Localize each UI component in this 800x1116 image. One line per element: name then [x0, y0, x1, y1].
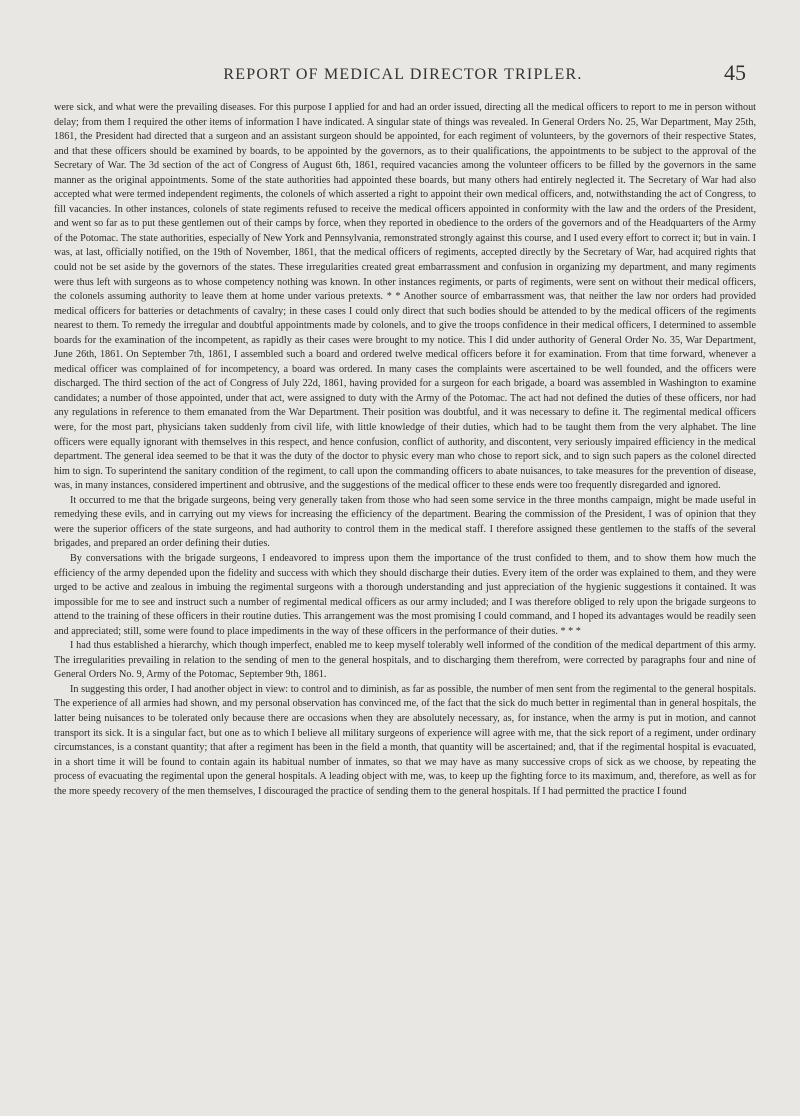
running-title: REPORT OF MEDICAL DIRECTOR TRIPLER. [223, 66, 583, 83]
page-number: 45 [724, 60, 746, 85]
paragraph-1: were sick, and what were the prevailing diseases. For this purpose I applied for and had an order issued, directing all the medical officers to report to me in person without delay; from them I required the other items of information I have indicated. A singular state of things was revealed. In General Orders No. 25, War Department, May 25th, 1861, the President had directed that a surgeon and an assistant surgeon should be appointed, for each regiment of volunteers, by the governors of their respective States, and that these officers should be examined by boards, to be appointed by the governors, as to their qualifications, the appointments to be subject to the approval of the Secretary of War. The 3d section of the act of Congress of August 6th, 1861, required vacancies among the volunteer officers to be filled by the governors in the same manner as the original appointments. Some of the state authorities had appointed these boards, but many others had entirely neglected it. The Secretary of War had also accepted what were termed independent regiments, the colonels of which asserted a right to appoint their own medical officers, and, notwithstanding the act of Congress, to fill vacancies. In other instances, colonels of state regiments refused to receive the medical officers appointed in conformity with the law and the orders of the President, and went so far as to put these gentlemen out of their camps by force, when they reported in obedience to the orders of the governors and of the Headquarters of the Army of the Potomac. The state authorities, especially of New York and Pennsylvania, remonstrated strongly against this course, and I used every effort to correct it; but in vain. I was, at last, officially notified, on the 19th of November, 1861, that the medical officers of regiments, accepted directly by the Secretary of War, had acquired rights that could not be set aside by the governors of the states. These irregularities created great embarrassment and confusion in organizing my department, and many regiments were thus left with surgeons as to whose competency nothing was known. In other instances regiments, or parts of regiments, were sent on without their medical officers, the colonels assuming authority to leave them at home under various pretexts. * * Another source of embarrassment was, that neither the law nor orders had provided medical officers for batteries or detachments of cavalry; in these cases I could only direct that such bodies should be attended to by the medical officers of the regiments nearest to them. To remedy the irregular and doubtful appointments made by colonels, and to give the troops confidence in their medical officers, I determined to assemble boards for the examination of the incompetent, as rapidly as their cases were brought to my notice. This I did under authority of General Order No. 35, War Department, June 26th, 1861. On September 7th, 1861, I assembled such a board and ordered twelve medical officers before it for examination. From that time forward, whenever a medical officer was complained of for incompetency, a board was ordered. In many cases the complaints were ascertained to be well founded, and the officers were discharged. The third section of the act of Congress of July 22d, 1861, having provided for a surgeon for each brigade, a board was assembled in Washington to examine candidates; a number of those appointed, under that act, were assigned to duty with the Army of the Potomac. The act had not defined the duties of these officers, nor had any regulations in reference to them emanated from the War Department. Their position was doubtful, and it was necessary to define it. The regimental medical officers were, for the most part, physicians taken suddenly from civil life, with little knowledge of their duties, which had to be taught them from the very alphabet. The line officers were equally ignorant with themselves in this respect, and hence confusion, conflict of authority, and discontent, very seriously impaired efficiency in the medical department. The general idea seemed to be that it was the duty of the doctor to physic every man who chose to report sick, and to sign such papers as the colonel directed him to sign. To superintend the sanitary condition of the regiment, to call upon the commanding officers to abate nuisances, to take measures for the prevention of disease, was, in many instances, considered impertinent and obtrusive, and the suggestions of the medical officer to these ends were too frequently disregarded and ignored. [54, 102, 756, 492]
body-text [54, 101, 756, 799]
paragraph-3: By conversations with the brigade surgeons, I endeavored to impress upon them the importance of the trust confided to them, and to show them how much the efficiency of the army depended upon the fidelity and success with which they should discharge their duties. Every item of the order was explained to them, and they were urged to be active and zealous in imbuing the regimental surgeons with a thorough understanding and just appreciation of the hygienic suggestions it contained. It was impossible for me to see and instruct such a number of regimental medical officers as our army included; and I was therefore obliged to rely upon the brigade surgeons to attend to the training of these officers in their routine duties. This arrangement was the most promising I could command, and I hoped its advantages would be readily seen and appreciated; still, some were found to place impediments in the way of these officers in the performance of their duties. * * * [54, 552, 756, 637]
paragraph-4: I had thus established a hierarchy, which though imperfect, enabled me to keep myself tolerably well informed of the condition of the medical department of this army. The irregularities prevailing in relation to the sending of men to the general hospitals, and to discharging them therefrom, were corrected by paragraphs four and nine of General Orders No. 9, Army of the Potomac, September 9th, 1861. [54, 640, 756, 681]
paragraph-5: In suggesting this order, I had another object in view: to control and to diminish, as far as possible, the number of men sent from the regimental to the general hospitals. The experience of all armies had shown, and my personal observation has convinced me, of the fact that the sick do much better in regimental than in general hospitals, the latter being nuisances to be tolerated only because there are occasions when they are absolutely necessary, as, for instance, when the army is put in motion, and cannot transport its sick. It is a singular fact, but one as to which I believe all military surgeons of experience will agree with me, that the sick report of a regiment, under ordinary circumstances, is a constant quantity; that after a regiment has been in the field a month, that quantity will be ascertained; and, that if the regimental hospital is evacuated, in a short time it will be found to contain again its habitual number of inmates, so that we may have as many successive crops of sick as we choose, by repeating the process of evacuating the regimental upon the general hospitals. A leading object with me, was, to keep up the fighting force to its maximum, and, therefore, as well as for the more speedy recovery of the men themselves, I discouraged the practice of sending them to the general hospitals. If I had permitted the practice I found [54, 683, 756, 797]
paragraph-2: It occurred to me that the brigade surgeons, being very generally taken from those who had seen some service in the three months campaign, might be made useful in remedying these evils, and in carrying out my views for increasing the efficiency of the department. Bearing the commission of the President, I was of opinion that they were the superior officers of the state surgeons, and had authority to control them in the medical staff. I therefore assigned these gentlemen to the staffs of the several brigades, and prepared an order defining their duties. [54, 494, 756, 550]
running-header [54, 60, 752, 86]
